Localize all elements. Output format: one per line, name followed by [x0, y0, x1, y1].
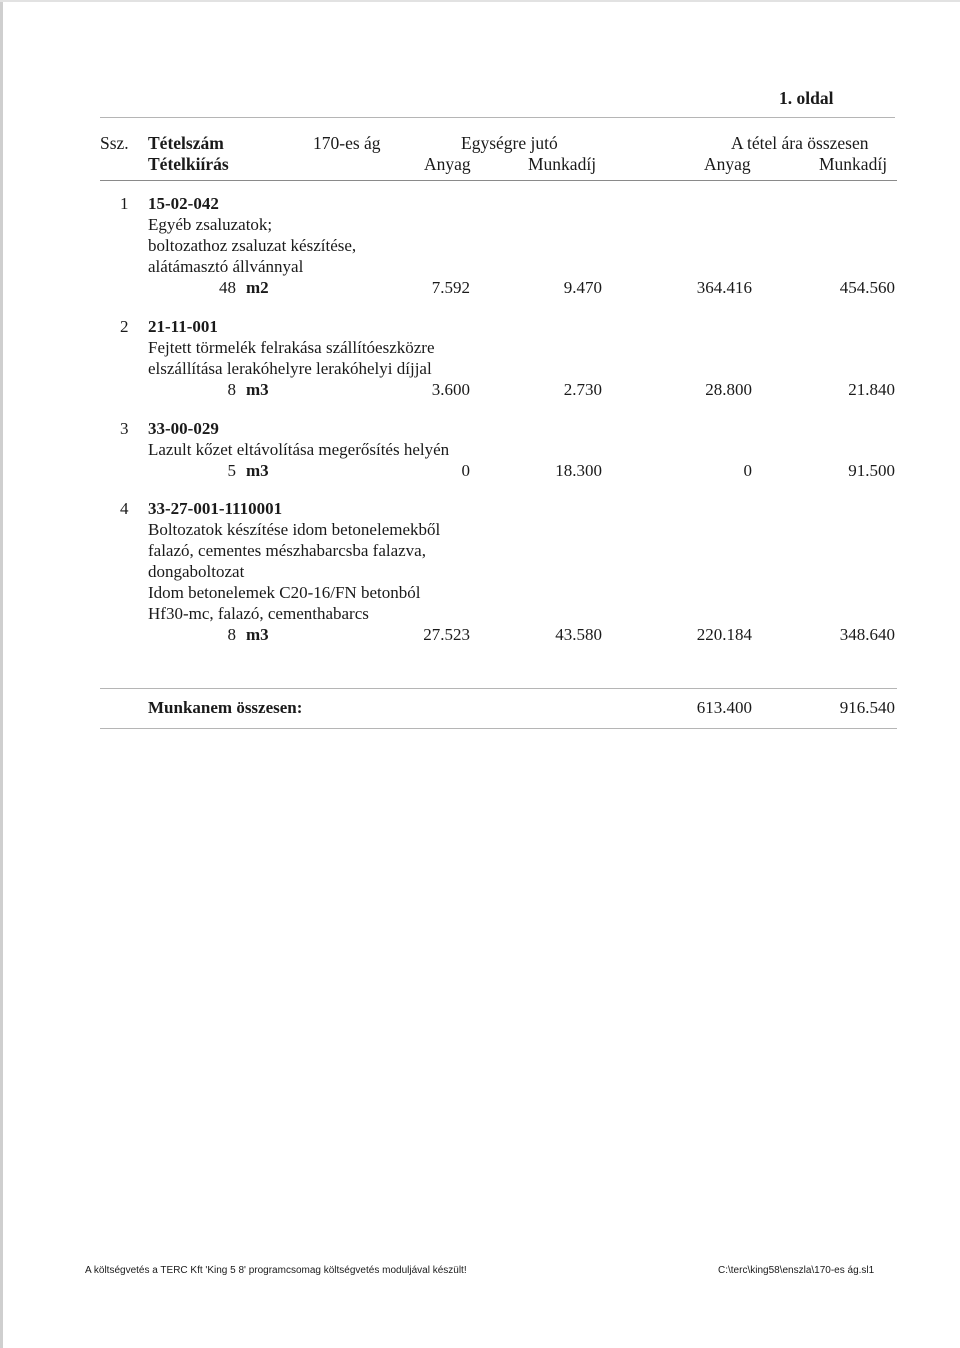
row-code: 33-00-029 [148, 419, 219, 438]
row-unit-munkadij: 9.470 [563, 278, 602, 297]
row-desc-line: Fejtett törmelék felrakása szállítóeszközre [148, 338, 435, 357]
row-total-anyag: 364.416 [696, 278, 752, 297]
row-qty: 48 [219, 278, 236, 297]
summary-total-munkadij: 916.540 [839, 698, 895, 717]
footer-software-note: A költségvetés a TERC Kft 'King 5 8' programcsomag költségvetés moduljával készült! [85, 1265, 467, 1276]
header-ag: 170-es ág [313, 133, 381, 153]
header-tetelszam: Tételszám [148, 133, 224, 153]
row-code: 15-02-042 [148, 194, 219, 213]
row-unit: m2 [246, 278, 269, 297]
row-ssz: 3 [120, 419, 129, 438]
row-unit-anyag: 7.592 [431, 278, 470, 297]
row-desc-line: boltozathoz zsaluzat készítése, [148, 236, 357, 255]
header-tetel-ara: A tétel ára összesen [731, 133, 869, 153]
row-total-munkadij: 348.640 [839, 625, 895, 644]
scan-edge [0, 0, 3, 1348]
header-total-anyag: Anyag [704, 154, 751, 174]
row-unit: m3 [246, 380, 269, 399]
row-total-anyag: 0 [743, 461, 752, 480]
summary-label: Munkanem összesen: [148, 698, 303, 717]
row-total-munkadij: 91.500 [848, 461, 895, 480]
summary-top-rule [100, 688, 897, 689]
row-unit-anyag: 0 [461, 461, 470, 480]
footer-file-path: C:\terc\king58\enszla\170-es ág.sl1 [718, 1265, 875, 1276]
row-desc-line: Lazult kőzet eltávolítása megerősítés helyén [148, 440, 450, 459]
header-ssz: Ssz. [100, 133, 129, 153]
page-number: 1. oldal [779, 88, 834, 108]
summary-total-anyag: 613.400 [696, 698, 752, 717]
row-desc-line: elszállítása lerakóhelyre lerakóhelyi díjjal [148, 359, 432, 378]
header-egysegre-juto: Egységre jutó [461, 133, 558, 153]
row-unit-munkadij: 43.580 [555, 625, 602, 644]
row-desc-line: Idom betonelemek C20-16/FN betonból [148, 583, 421, 602]
page-top-rule [100, 117, 895, 118]
row-unit-anyag: 3.600 [431, 380, 470, 399]
header-total-munkadij: Munkadíj [819, 154, 888, 174]
row-code: 33-27-001-1110001 [148, 499, 283, 518]
row-unit: m3 [246, 625, 269, 644]
row-desc-line: falazó, cementes mészhabarcsba falazva, [148, 541, 426, 560]
row-qty: 5 [227, 461, 236, 480]
row-ssz: 1 [120, 194, 129, 213]
row-desc-line: alátámasztó állvánnyal [148, 257, 304, 276]
row-total-munkadij: 21.840 [848, 380, 895, 399]
row-desc-line: Hf30-mc, falazó, cementhabarcs [148, 604, 369, 623]
header-munkadij: Munkadíj [528, 154, 597, 174]
summary-bottom-rule [100, 728, 897, 729]
row-qty: 8 [227, 380, 236, 399]
row-unit-anyag: 27.523 [423, 625, 470, 644]
header-tetelkiiras: Tételkiírás [148, 154, 229, 174]
header-rule [100, 180, 897, 181]
row-desc-line: Egyéb zsaluzatok; [148, 215, 273, 234]
row-total-anyag: 220.184 [696, 625, 752, 644]
row-total-munkadij: 454.560 [839, 278, 895, 297]
row-total-anyag: 28.800 [705, 380, 752, 399]
row-desc-line: Boltozatok készítése idom betonelemekből [148, 520, 441, 539]
row-code: 21-11-001 [148, 317, 218, 336]
row-desc-line: dongaboltozat [148, 562, 245, 581]
header-anyag: Anyag [424, 154, 471, 174]
row-ssz: 4 [120, 499, 129, 518]
scan-edge-top [0, 0, 960, 2]
row-unit: m3 [246, 461, 269, 480]
row-ssz: 2 [120, 317, 129, 336]
row-unit-munkadij: 18.300 [555, 461, 602, 480]
row-unit-munkadij: 2.730 [563, 380, 602, 399]
row-qty: 8 [227, 625, 236, 644]
